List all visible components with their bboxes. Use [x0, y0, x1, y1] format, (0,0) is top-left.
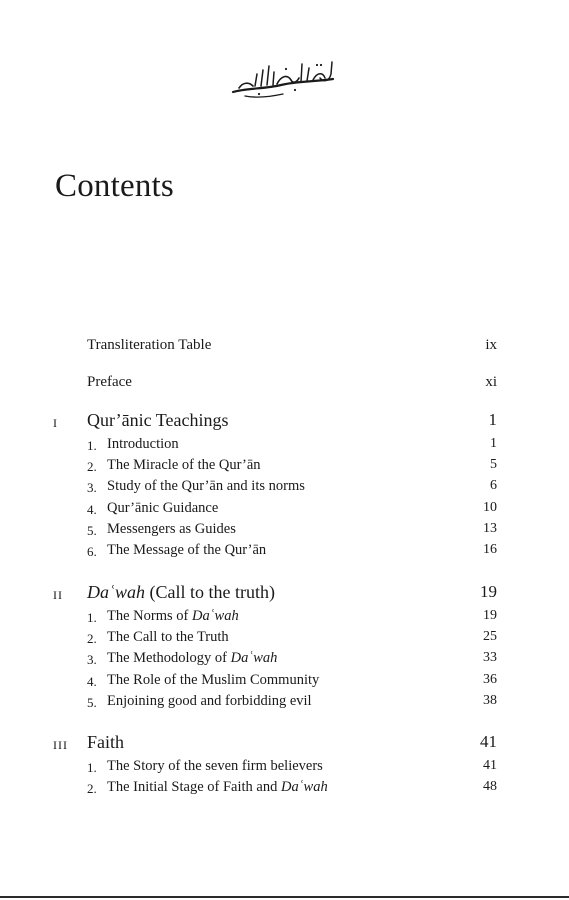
- section-number: 5.: [87, 694, 97, 710]
- page-title: Contents: [55, 168, 174, 204]
- chapter-number: II: [53, 588, 63, 602]
- chapter-page: 1: [488, 410, 497, 429]
- toc-section[interactable]: [0, 650, 569, 671]
- section-title-text: The Norms of: [107, 608, 192, 624]
- section-title: [107, 758, 323, 775]
- toc-section[interactable]: [0, 542, 569, 563]
- section-title-italic: Daʿwah: [191, 608, 239, 624]
- section-title-italic: Daʿwah: [230, 650, 278, 667]
- section-number: 6.: [87, 543, 97, 559]
- toc-section[interactable]: [0, 457, 569, 478]
- section-title-text: The Methodology of: [107, 650, 231, 667]
- section-title-text: Introduction: [107, 436, 179, 452]
- toc-chapter-1: [0, 410, 569, 563]
- chapter-page: 19: [480, 582, 497, 601]
- toc-entry-page: ix: [485, 337, 497, 353]
- section-page: 10: [483, 499, 497, 515]
- chapter-title-italic: Daʿwah: [87, 582, 145, 602]
- section-title: [107, 436, 179, 453]
- section-title-italic: Daʿwah: [280, 779, 328, 796]
- section-title-text: The Message of the Qur’ān: [107, 541, 267, 558]
- chapter-title: [87, 582, 275, 603]
- chapter-title-text: Faith: [87, 732, 125, 752]
- toc-entry-label: Transliteration Table: [87, 337, 212, 353]
- toc-section[interactable]: [0, 779, 569, 800]
- toc-section[interactable]: [0, 629, 569, 650]
- section-page: 25: [483, 629, 497, 645]
- section-title-text: The Story of the seven firm believers: [107, 758, 323, 774]
- section-page: 1: [490, 436, 497, 451]
- section-title: [107, 521, 236, 538]
- toc-chapter-heading[interactable]: [0, 582, 569, 608]
- section-title: [107, 478, 305, 495]
- section-page: 19: [483, 608, 497, 623]
- section-number: 1.: [87, 610, 97, 625]
- toc-section[interactable]: [0, 672, 569, 693]
- section-title: [107, 542, 266, 559]
- section-number: 1.: [87, 438, 97, 453]
- section-title: [107, 650, 277, 667]
- section-title-text: Messengers as Guides: [107, 520, 236, 537]
- toc-section[interactable]: [0, 500, 569, 521]
- section-page: 33: [483, 650, 497, 666]
- section-number: 1.: [87, 760, 97, 775]
- toc-section[interactable]: [0, 436, 569, 457]
- toc-entry-label: Preface: [87, 374, 132, 390]
- section-number: 3.: [87, 652, 97, 668]
- toc-entry-page: xi: [485, 374, 497, 390]
- section-number: 5.: [87, 522, 97, 538]
- section-number: 2.: [87, 781, 97, 797]
- section-page: 5: [490, 457, 497, 473]
- section-page: 16: [483, 541, 497, 557]
- section-title: [107, 693, 312, 710]
- section-page: 41: [483, 758, 497, 773]
- section-title-text: Enjoining good and forbidding evil: [107, 692, 312, 709]
- section-title: [107, 500, 218, 517]
- section-list: [0, 758, 569, 800]
- bottom-divider: [0, 896, 569, 898]
- toc-section[interactable]: [0, 608, 569, 629]
- toc-section[interactable]: [0, 693, 569, 714]
- section-title: [107, 608, 239, 625]
- section-title-text: The Call to the Truth: [107, 629, 229, 646]
- toc-chapter-3: [0, 732, 569, 800]
- section-page: 48: [483, 779, 497, 795]
- toc-chapter-2: [0, 582, 569, 714]
- section-list: [0, 608, 569, 714]
- chapter-title: [87, 732, 124, 753]
- section-number: 4.: [87, 673, 97, 689]
- section-number: 3.: [87, 480, 97, 496]
- section-page: 6: [490, 478, 497, 494]
- section-number: 2.: [87, 631, 97, 647]
- chapter-title-text: (Call to the truth): [145, 582, 275, 602]
- section-title: [107, 672, 319, 689]
- toc-chapter-heading[interactable]: [0, 732, 569, 758]
- section-title-text: Study of the Qur’ān and its norms: [107, 478, 305, 495]
- chapter-number: I: [53, 416, 58, 430]
- section-page: 38: [483, 692, 497, 708]
- toc-chapter-heading[interactable]: [0, 410, 569, 436]
- section-list: [0, 436, 569, 563]
- section-title-text: The Initial Stage of Faith and: [107, 779, 281, 796]
- section-number: 4.: [87, 501, 97, 517]
- section-title-text: Qur’ānic Guidance: [107, 499, 219, 516]
- section-title: [107, 779, 328, 796]
- chapter-page: 41: [480, 732, 497, 751]
- basmala-calligraphy-icon: [225, 52, 340, 100]
- toc-section[interactable]: [0, 478, 569, 499]
- section-title-text: The Role of the Muslim Community: [107, 671, 320, 688]
- section-page: 13: [483, 520, 497, 536]
- toc-section[interactable]: [0, 521, 569, 542]
- section-title-text: The Miracle of the Qur’ān: [107, 457, 261, 474]
- chapter-title: [87, 410, 229, 431]
- section-page: 36: [483, 671, 497, 687]
- section-title: [107, 629, 229, 646]
- toc-section[interactable]: [0, 758, 569, 779]
- chapter-title-text: Qur’ānic Teachings: [87, 410, 229, 430]
- section-number: 2.: [87, 459, 97, 475]
- section-title: [107, 457, 261, 474]
- chapter-number: III: [53, 738, 68, 752]
